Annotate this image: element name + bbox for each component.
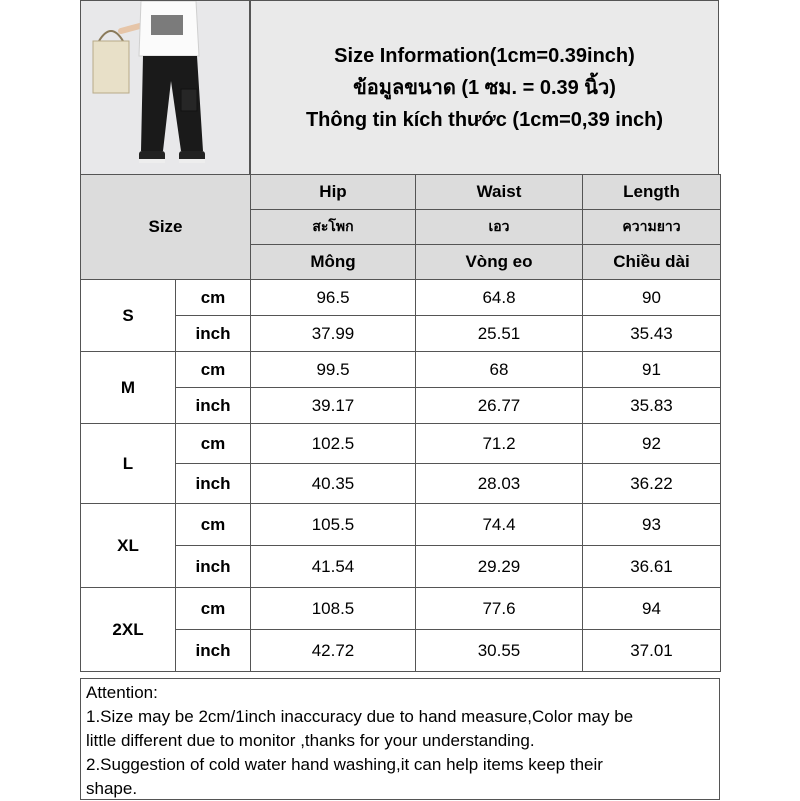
waist-value: 30.55	[416, 630, 583, 672]
unit-inch: inch	[176, 464, 251, 504]
unit-inch: inch	[176, 316, 251, 352]
notes-line: shape.	[86, 779, 138, 798]
length-value: 94	[583, 588, 721, 630]
size-label: 2XL	[81, 588, 176, 672]
size-column-header: Size	[81, 175, 251, 280]
length-value: 91	[583, 352, 721, 388]
hip-value: 99.5	[251, 352, 416, 388]
col-waist-vi: Vòng eo	[416, 245, 583, 280]
col-hip-en: Hip	[251, 175, 416, 210]
length-value: 35.83	[583, 388, 721, 424]
header-title-en: Size Information(1cm=0.39inch)	[334, 44, 635, 67]
header-title-vi: Thông tin kích thước (1cm=0,39 inch)	[305, 108, 664, 131]
unit-inch: inch	[176, 546, 251, 588]
col-hip-th: สะโพก	[251, 210, 416, 245]
size-label: L	[81, 424, 176, 504]
col-waist-th: เอว	[416, 210, 583, 245]
unit-cm: cm	[176, 280, 251, 316]
size-table	[80, 174, 721, 672]
attention-notes	[80, 678, 720, 800]
hip-value: 39.17	[251, 388, 416, 424]
col-length-th: ความยาว	[583, 210, 721, 245]
col-hip-vi: Mông	[251, 245, 416, 280]
length-value: 37.01	[583, 630, 721, 672]
product-photo	[80, 0, 250, 175]
unit-inch: inch	[176, 388, 251, 424]
length-value: 92	[583, 424, 721, 464]
notes-title: Attention:	[86, 683, 158, 702]
length-value: 36.61	[583, 546, 721, 588]
unit-cm: cm	[176, 504, 251, 546]
hip-value: 108.5	[251, 588, 416, 630]
length-value: 35.43	[583, 316, 721, 352]
col-length-en: Length	[583, 175, 721, 210]
notes-line: 2.Suggestion of cold water hand washing,it can help items keep their	[86, 755, 603, 774]
hip-value: 105.5	[251, 504, 416, 546]
waist-value: 71.2	[416, 424, 583, 464]
length-value: 90	[583, 280, 721, 316]
hip-value: 102.5	[251, 424, 416, 464]
size-label: M	[81, 352, 176, 424]
unit-inch: inch	[176, 630, 251, 672]
size-label: S	[81, 280, 176, 352]
header-title-th: ข้อมูลขนาด (1 ซม. = 0.39 นิ้ว)	[353, 76, 616, 99]
unit-cm: cm	[176, 588, 251, 630]
hip-value: 41.54	[251, 546, 416, 588]
hip-value: 40.35	[251, 464, 416, 504]
waist-value: 64.8	[416, 280, 583, 316]
waist-value: 26.77	[416, 388, 583, 424]
waist-value: 68	[416, 352, 583, 388]
model-wearing-pants-image	[81, 1, 250, 175]
length-value: 36.22	[583, 464, 721, 504]
notes-line: 1.Size may be 2cm/1inch inaccuracy due to hand measure,Color may be	[86, 707, 634, 726]
waist-value: 29.29	[416, 546, 583, 588]
notes-line: little different due to monitor ,thanks for your understanding.	[86, 731, 535, 750]
waist-value: 77.6	[416, 588, 583, 630]
unit-cm: cm	[176, 352, 251, 388]
hip-value: 37.99	[251, 316, 416, 352]
hip-value: 42.72	[251, 630, 416, 672]
col-length-vi: Chiều dài	[583, 245, 721, 280]
size-label: XL	[81, 504, 176, 588]
waist-value: 25.51	[416, 316, 583, 352]
length-value: 93	[583, 504, 721, 546]
waist-value: 28.03	[416, 464, 583, 504]
hip-value: 96.5	[251, 280, 416, 316]
size-info-header	[250, 0, 719, 175]
col-waist-en: Waist	[416, 175, 583, 210]
unit-cm: cm	[176, 424, 251, 464]
waist-value: 74.4	[416, 504, 583, 546]
